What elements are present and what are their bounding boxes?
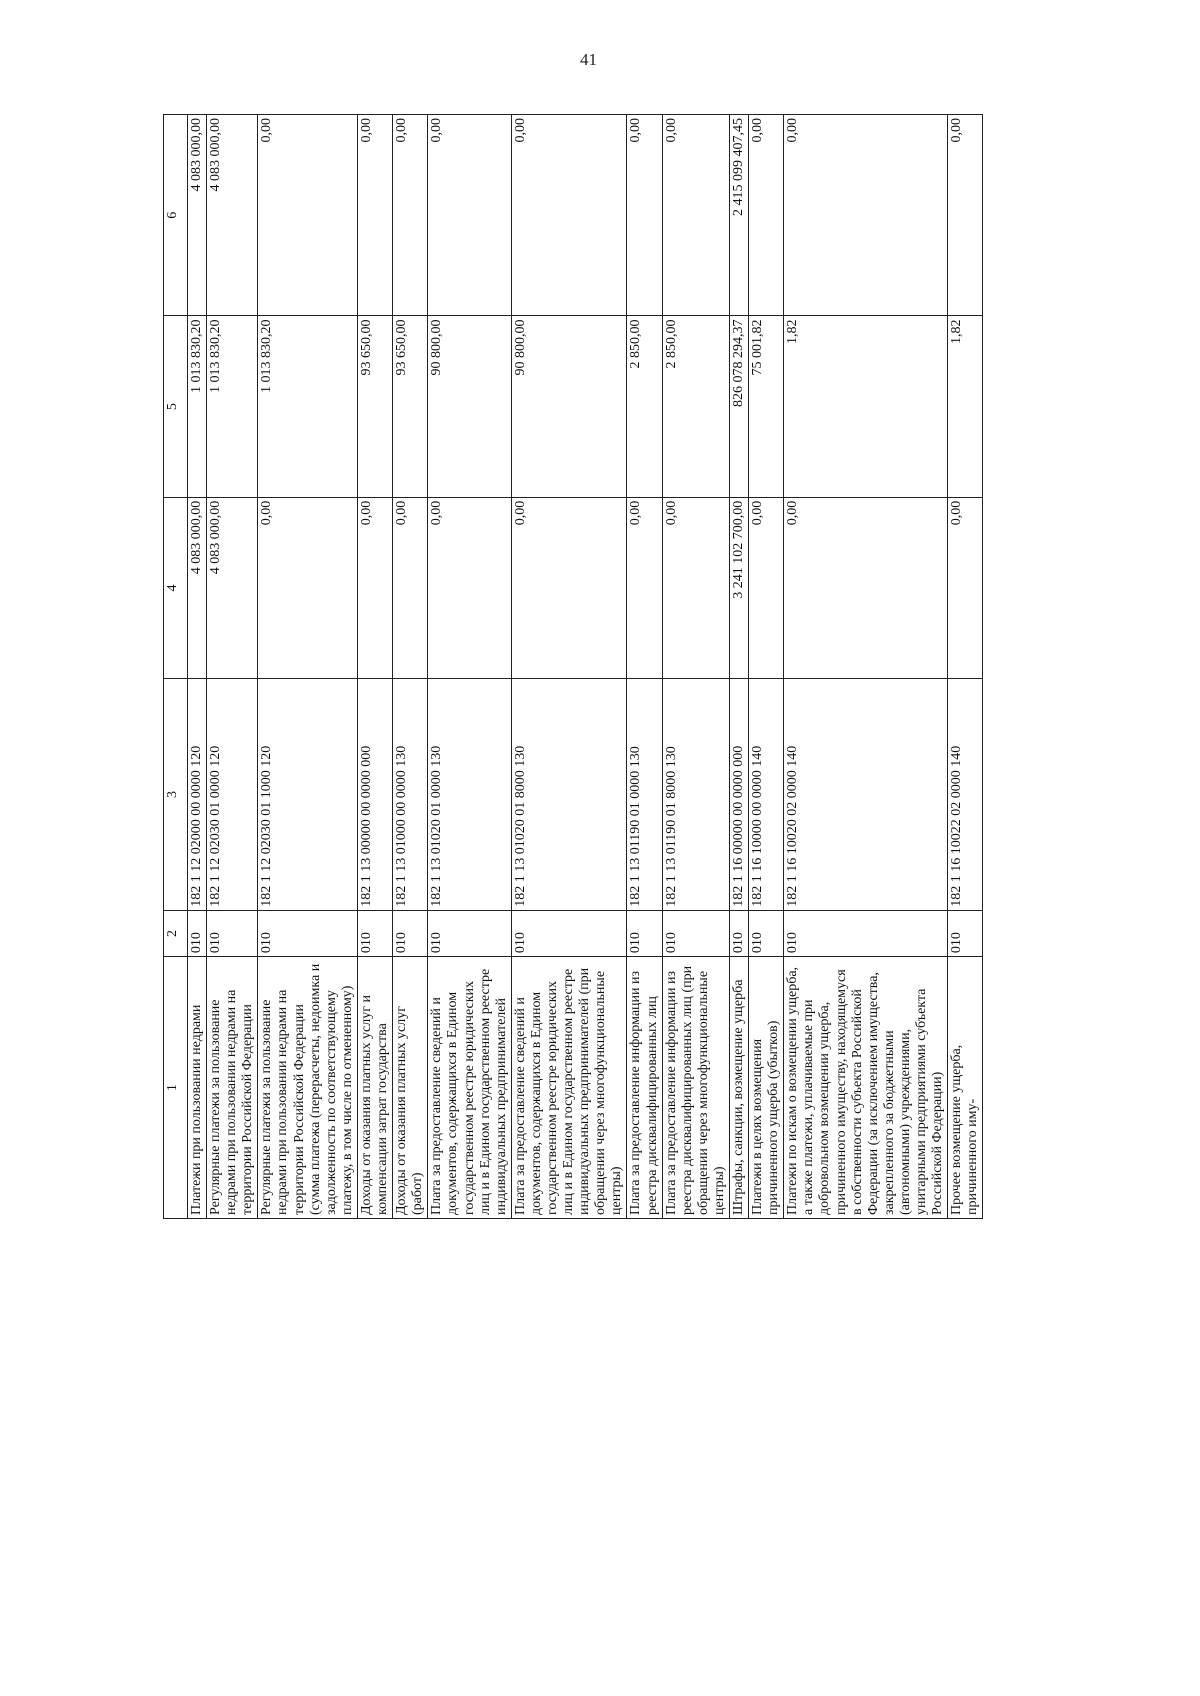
row-plan-cell: 0,00 [428,497,511,678]
row-executed-cell: 90 800,00 [511,316,627,497]
table-row [258,115,358,1219]
header-cell-3: 3 [164,679,188,911]
row-remaining-cell: 0,00 [749,115,784,316]
row-budget-code-cell: 182 1 16 10022 02 0000 140 [948,679,983,911]
row-executed-cell: 1,82 [784,316,948,497]
page-number: 41 [580,50,597,69]
table-row [948,115,983,1219]
row-budget-code-cell: 182 1 13 01000 00 0000 130 [393,679,428,911]
row-remaining-cell: 2 415 099 407,45 [730,115,749,316]
row-name-cell: Доходы от оказания платных услуг и компенсации затрат государства [357,957,392,1219]
row-name-cell: Платежи при пользовании недрами [188,957,207,1219]
header-cell-6: 6 [164,115,188,316]
row-plan-cell: 0,00 [357,497,392,678]
row-name-cell: Платежи в целях возмещения причиненного ущерба (убытков) [749,957,784,1219]
row-name-cell: Плата за предоставление сведений и документов, содержащихся в Едином государственном реестре юридических лиц и в Едином государственном реестре индивидуальных предпринимателей (при обращении через многофункциональные центры) [511,957,627,1219]
row-plan-cell: 0,00 [511,497,627,678]
row-executed-cell: 1 013 830,20 [188,316,207,497]
table-row [627,115,662,1219]
row-budget-code-cell: 182 1 13 01020 01 0000 130 [428,679,511,911]
rotated-table-frame [163,114,981,1219]
row-executed-cell: 2 850,00 [627,316,662,497]
row-budget-code-cell: 182 1 12 02000 00 0000 120 [188,679,207,911]
row-executed-cell: 1 013 830,20 [258,316,358,497]
table-row [428,115,511,1219]
row-executed-cell: 93 650,00 [357,316,392,497]
header-row [164,115,188,1219]
row-name-cell: Штрафы, санкции, возмещение ущерба [730,957,749,1219]
row-plan-cell: 0,00 [627,497,662,678]
table-row [357,115,392,1219]
row-line-code-cell: 010 [730,910,749,956]
row-line-code-cell: 010 [784,910,948,956]
row-line-code-cell: 010 [258,910,358,956]
table-row [662,115,729,1219]
row-executed-cell: 1 013 830,20 [207,316,258,497]
row-executed-cell: 826 078 294,37 [730,316,749,497]
table-row [730,115,749,1219]
row-remaining-cell: 0,00 [784,115,948,316]
table-row [749,115,784,1219]
row-line-code-cell: 010 [357,910,392,956]
header-cell-2: 2 [164,910,188,956]
row-name-cell: Плата за предоставление информации из реестра дисквалифицированных лиц [627,957,662,1219]
row-executed-cell: 75 001,82 [749,316,784,497]
row-executed-cell: 93 650,00 [393,316,428,497]
row-line-code-cell: 010 [749,910,784,956]
row-executed-cell: 1,82 [948,316,983,497]
row-line-code-cell: 010 [511,910,627,956]
header-cell-1: 1 [164,957,188,1219]
row-remaining-cell: 0,00 [662,115,729,316]
table-row [393,115,428,1219]
row-plan-cell: 0,00 [662,497,729,678]
row-name-cell: Плата за предоставление информации из реестра дисквалифицированных лиц (при обращении через многофункциональные центры) [662,957,729,1219]
row-name-cell: Регулярные платежи за пользование недрами при пользовании недрами на территории Российской Федерации (сумма платежа (перерасчеты, недоимка и задолженность по соответствующему платежу, в том числе по отмененному) [258,957,358,1219]
row-budget-code-cell: 182 1 13 00000 00 0000 000 [357,679,392,911]
row-budget-code-cell: 182 1 16 10000 00 0000 140 [749,679,784,911]
table-row [188,115,207,1219]
row-line-code-cell: 010 [948,910,983,956]
row-plan-cell: 0,00 [749,497,784,678]
table-row [784,115,948,1219]
row-name-cell: Доходы от оказания платных услуг (работ) [393,957,428,1219]
row-remaining-cell: 0,00 [428,115,511,316]
row-line-code-cell: 010 [627,910,662,956]
row-budget-code-cell: 182 1 13 01020 01 8000 130 [511,679,627,911]
row-name-cell: Регулярные платежи за пользование недрами при пользовании недрами на территории Российской Федерации [207,957,258,1219]
row-plan-cell: 0,00 [784,497,948,678]
row-line-code-cell: 010 [207,910,258,956]
row-plan-cell: 4 083 000,00 [207,497,258,678]
table-row [511,115,627,1219]
row-remaining-cell: 0,00 [627,115,662,316]
row-name-cell: Платежи по искам о возмещении ущерба, а также платежи, уплачиваемые при добровольном возмещении ущерба, причиненного имуществу, находящемуся в собственности субъекта Российской Федерации (за исключением имущества, закрепленного за бюджетными (автономными) учреждениями, унитарными предприятиями субъекта Российской Федерации) [784,957,948,1219]
revenue-table [163,114,983,1219]
row-budget-code-cell: 182 1 12 02030 01 1000 120 [258,679,358,911]
row-budget-code-cell: 182 1 12 02030 01 0000 120 [207,679,258,911]
row-executed-cell: 2 850,00 [662,316,729,497]
row-budget-code-cell: 182 1 13 01190 01 0000 130 [627,679,662,911]
row-remaining-cell: 0,00 [258,115,358,316]
row-executed-cell: 90 800,00 [428,316,511,497]
row-plan-cell: 3 241 102 700,00 [730,497,749,678]
row-budget-code-cell: 182 1 16 00000 00 0000 000 [730,679,749,911]
row-line-code-cell: 010 [188,910,207,956]
header-cell-5: 5 [164,316,188,497]
row-plan-cell: 0,00 [258,497,358,678]
header-cell-4: 4 [164,497,188,678]
row-name-cell: Прочее возмещение ущерба, причиненного иму- [948,957,983,1219]
row-line-code-cell: 010 [662,910,729,956]
row-budget-code-cell: 182 1 13 01190 01 8000 130 [662,679,729,911]
row-line-code-cell: 010 [393,910,428,956]
table-row [207,115,258,1219]
row-name-cell: Плата за предоставление сведений и документов, содержащихся в Едином государственном реестре юридических лиц и в Едином государственном реестре индивидуальных предпринимателей [428,957,511,1219]
row-plan-cell: 0,00 [393,497,428,678]
row-remaining-cell: 0,00 [393,115,428,316]
row-remaining-cell: 0,00 [511,115,627,316]
row-remaining-cell: 4 083 000,00 [188,115,207,316]
row-plan-cell: 4 083 000,00 [188,497,207,678]
row-remaining-cell: 4 083 000,00 [207,115,258,316]
row-budget-code-cell: 182 1 16 10020 02 0000 140 [784,679,948,911]
row-line-code-cell: 010 [428,910,511,956]
row-remaining-cell: 0,00 [948,115,983,316]
row-remaining-cell: 0,00 [357,115,392,316]
row-plan-cell: 0,00 [948,497,983,678]
